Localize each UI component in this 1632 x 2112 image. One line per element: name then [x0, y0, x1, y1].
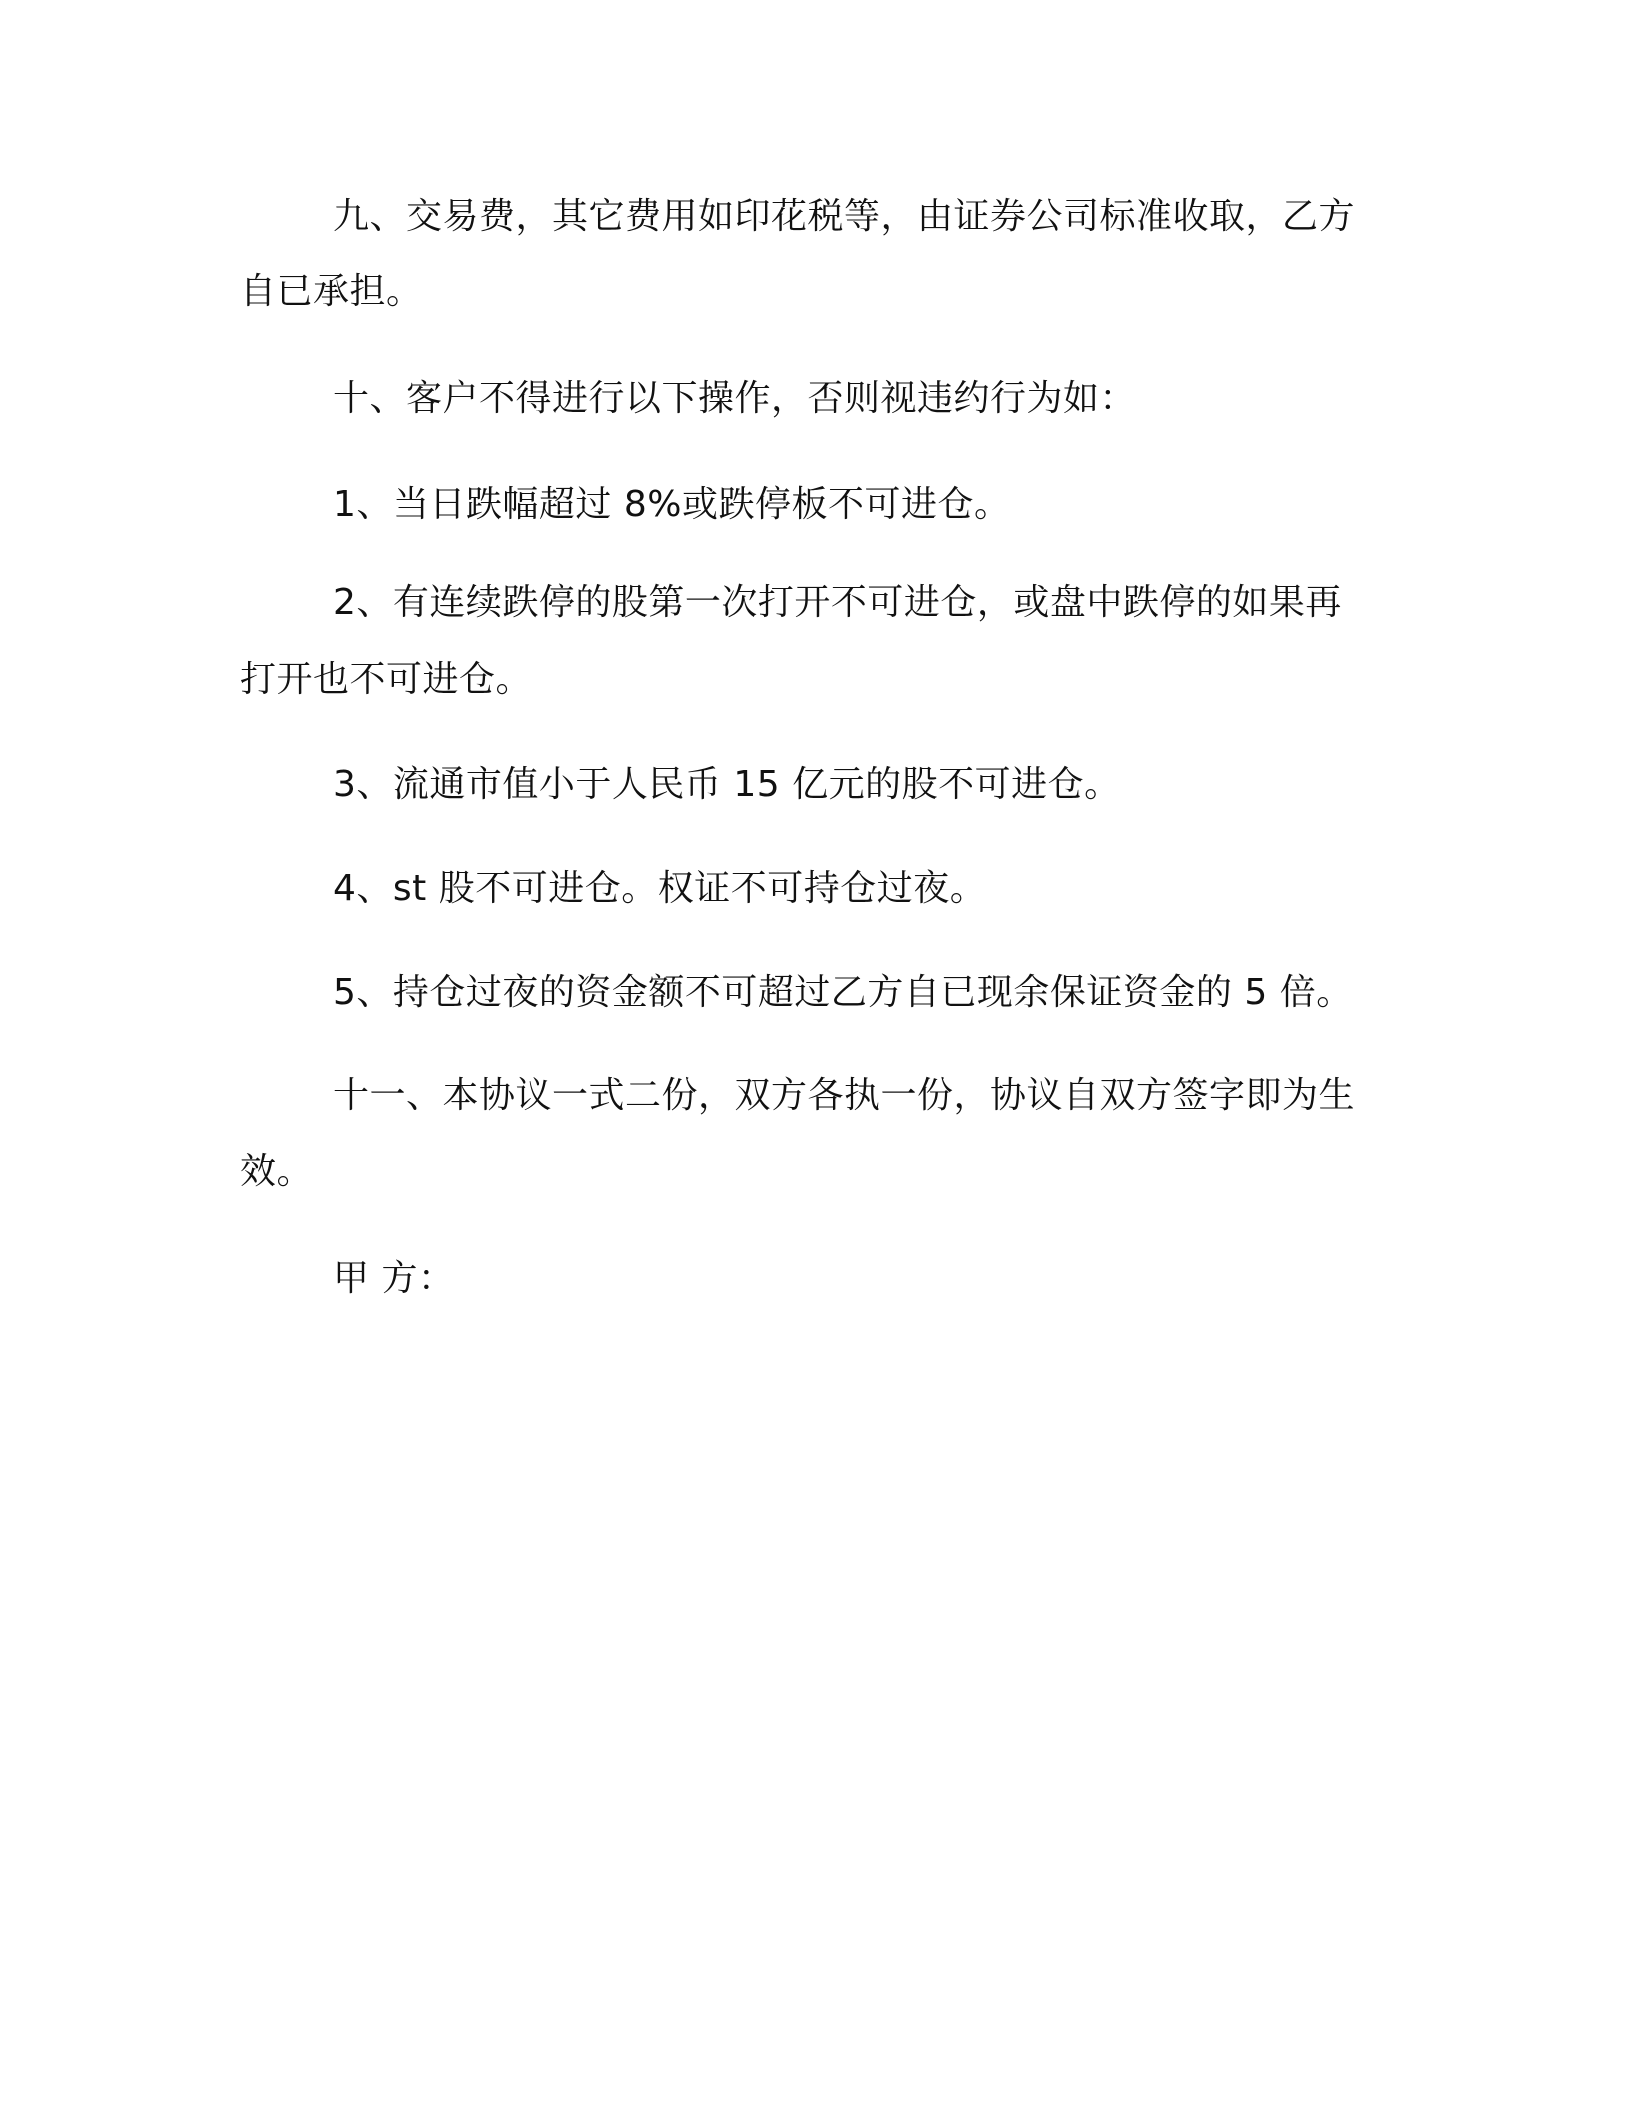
clause-10-item-2-line-2: 打开也不可进仓。 [240, 659, 533, 700]
clause-10-item-4: 4、st 股不可进仓。权证不可持仓过夜。 [333, 868, 987, 909]
clause-11-line-2: 效。 [240, 1151, 314, 1192]
clause-11-line-1: 十一、本协议一式二份，双方各执一份，协议自双方签字即为生 [333, 1075, 1356, 1116]
clause-9-line-2: 自已承担。 [240, 271, 423, 312]
clause-10-item-2-line-1: 2、有连续跌停的股第一次打开不可进仓，或盘中跌停的如果再 [333, 582, 1342, 623]
clause-10-item-3: 3、流通市值小于人民币 15 亿元的股不可进仓。 [333, 764, 1121, 805]
clause-10-item-5: 5、持仓过夜的资金额不可超过乙方自已现余保证资金的 5 倍。 [333, 972, 1353, 1013]
clause-10-item-1: 1、当日跌幅超过 8%或跌停板不可进仓。 [333, 484, 1011, 525]
clause-9-line-1: 九、交易费，其它费用如印花税等，由证券公司标准收取，乙方 [333, 196, 1356, 237]
clause-10-heading: 十、客户不得进行以下操作，否则视违约行为如： [333, 378, 1137, 419]
party-a-signature-label: 甲 方： [333, 1258, 455, 1299]
